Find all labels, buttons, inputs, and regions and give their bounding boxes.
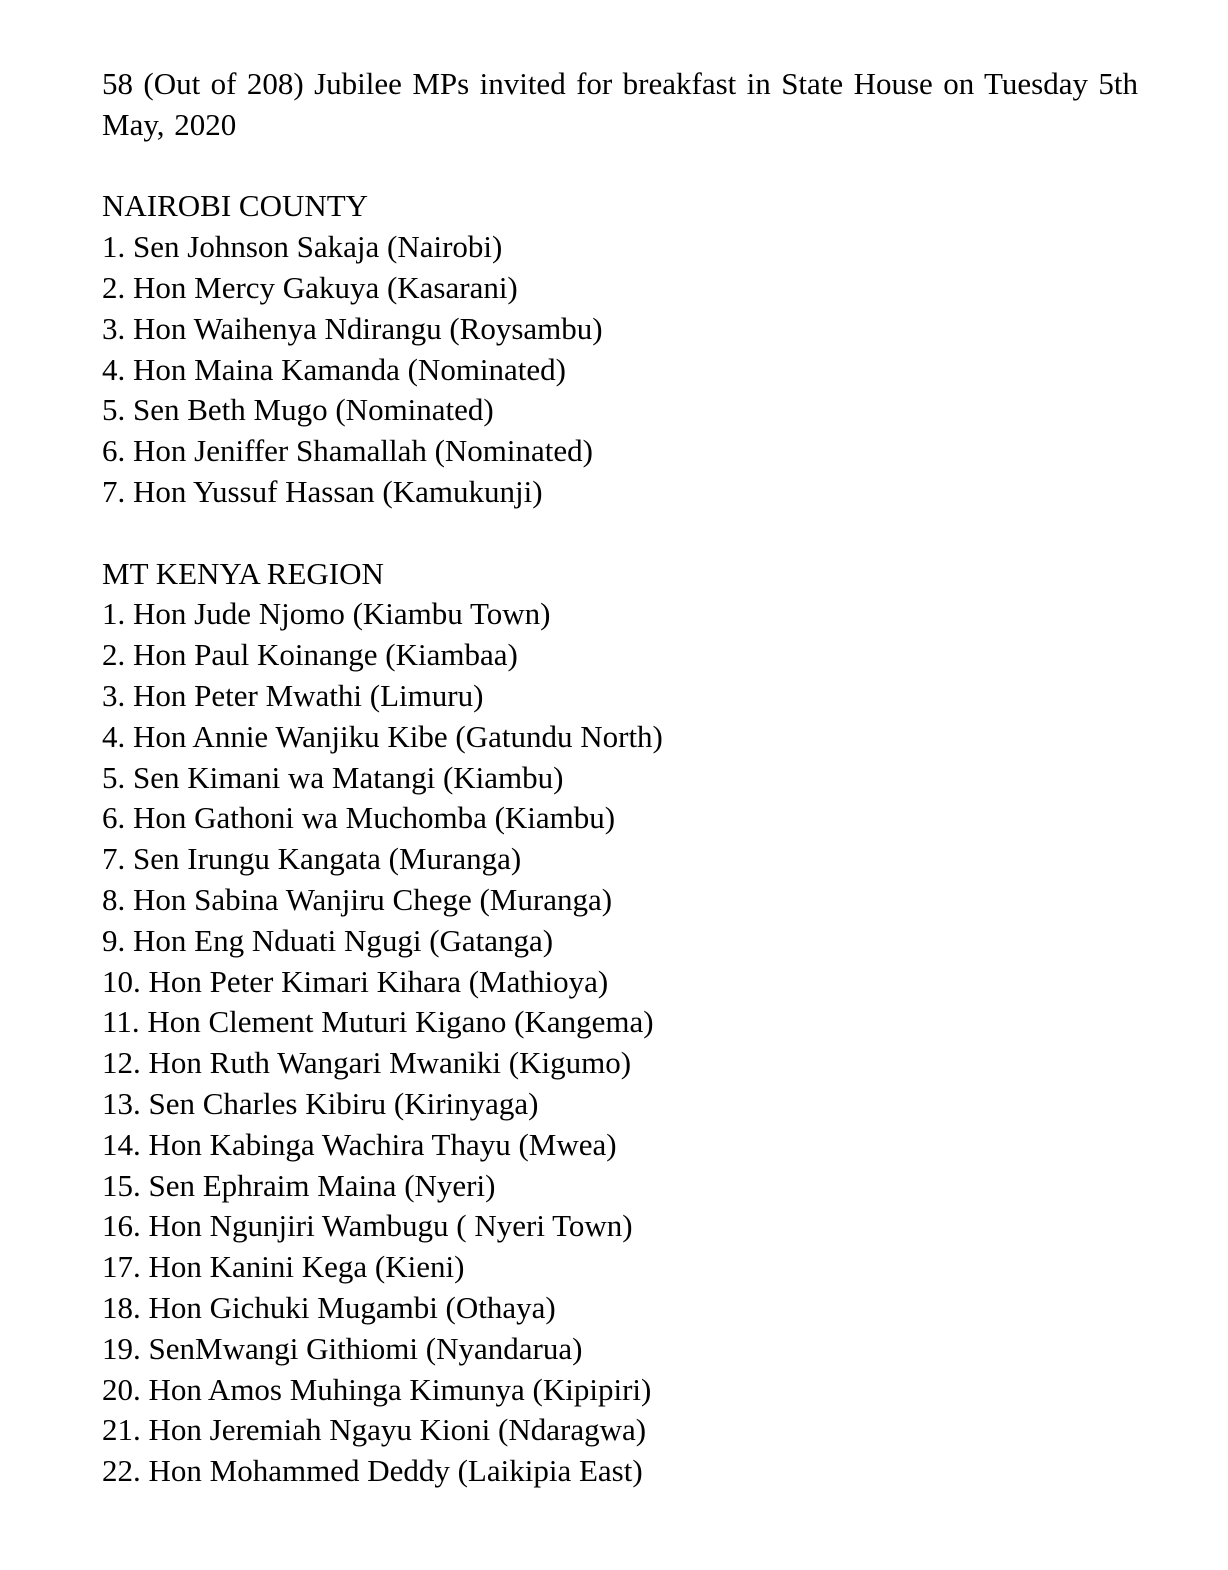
section-nairobi-county: [102, 186, 1138, 512]
list-item: 2. Hon Mercy Gakuya (Kasarani): [102, 269, 518, 305]
list-item: 22. Hon Mohammed Deddy (Laikipia East): [102, 1453, 643, 1489]
list-item: 20. Hon Amos Muhinga Kimunya (Kipipiri): [102, 1371, 652, 1407]
list-item: 6. Hon Gathoni wa Muchomba (Kiambu): [102, 800, 616, 836]
list-item: 3. Hon Peter Mwathi (Limuru): [102, 677, 484, 713]
list-item: 4. Hon Maina Kamanda (Nominated): [102, 351, 567, 387]
list-item: 19. SenMwangi Githiomi (Nyandarua): [102, 1330, 583, 1366]
list-item: 14. Hon Kabinga Wachira Thayu (Mwea): [102, 1126, 617, 1162]
list-item: 4. Hon Annie Wanjiku Kibe (Gatundu North): [102, 718, 663, 754]
list-item: 1. Sen Johnson Sakaja (Nairobi): [102, 229, 503, 265]
list-item: 6. Hon Jeniffer Shamallah (Nominated): [102, 433, 593, 469]
document-page: [102, 64, 1138, 1533]
list-item: 10. Hon Peter Kimari Kihara (Mathioya): [102, 963, 609, 999]
list-item: 8. Hon Sabina Wanjiru Chege (Muranga): [102, 881, 613, 917]
list-item: 1. Hon Jude Njomo (Kiambu Town): [102, 596, 551, 632]
intro-paragraph: 58 (Out of 208) Jubilee MPs invited for breakfast in State House on Tuesday 5th May, 2020: [102, 66, 1138, 142]
list-item: 9. Hon Eng Nduati Ngugi (Gatanga): [102, 922, 554, 958]
list-item: 7. Sen Irungu Kangata (Muranga): [102, 841, 522, 877]
list-item: 13. Sen Charles Kibiru (Kirinyaga): [102, 1085, 539, 1121]
list-item: 7. Hon Yussuf Hassan (Kamukunji): [102, 473, 543, 509]
list-item: 15. Sen Ephraim Maina (Nyeri): [102, 1167, 496, 1203]
list-item: 5. Sen Beth Mugo (Nominated): [102, 392, 494, 428]
member-list: [102, 594, 1138, 1492]
list-item: 16. Hon Ngunjiri Wambugu ( Nyeri Town): [102, 1208, 633, 1244]
list-item: 11. Hon Clement Muturi Kigano (Kangema): [102, 1004, 654, 1040]
member-list: [102, 227, 1138, 513]
list-item: 2. Hon Paul Koinange (Kiambaa): [102, 637, 518, 673]
list-item: 12. Hon Ruth Wangari Mwaniki (Kigumo): [102, 1045, 632, 1081]
list-item: 17. Hon Kanini Kega (Kieni): [102, 1249, 465, 1285]
section-heading: MT KENYA REGION: [102, 555, 384, 591]
list-item: 5. Sen Kimani wa Matangi (Kiambu): [102, 759, 564, 795]
list-item: 3. Hon Waihenya Ndirangu (Roysambu): [102, 310, 603, 346]
section-mt-kenya-region: [102, 554, 1138, 1492]
list-item: 18. Hon Gichuki Mugambi (Othaya): [102, 1289, 556, 1325]
section-heading: NAIROBI COUNTY: [102, 188, 369, 224]
list-item: 21. Hon Jeremiah Ngayu Kioni (Ndaragwa): [102, 1412, 647, 1448]
